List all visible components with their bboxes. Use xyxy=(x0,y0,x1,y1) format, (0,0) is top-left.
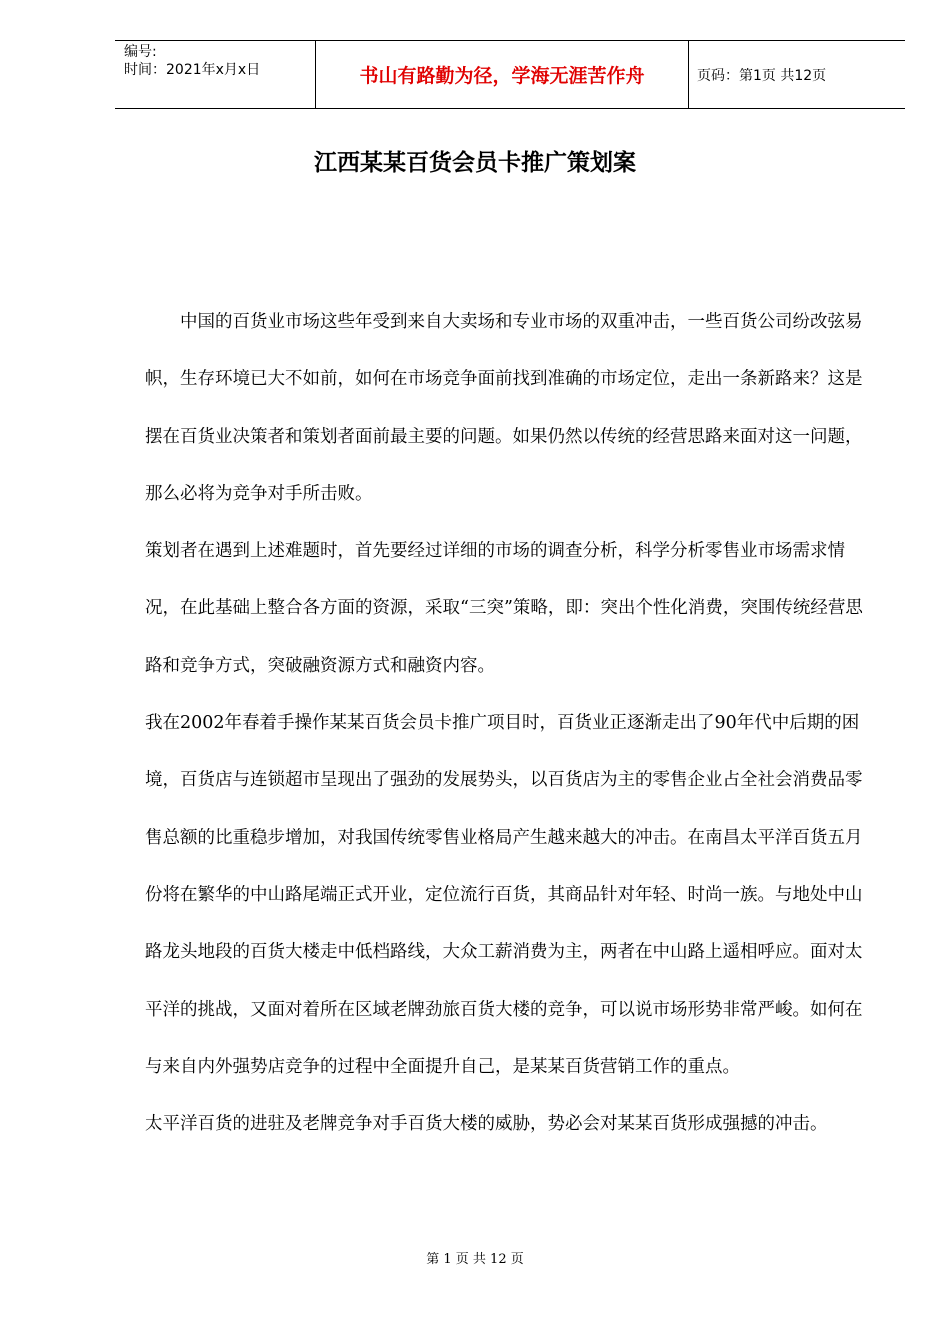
paragraph-3: 我在2002年春着手操作某某百货会员卡推广项目时，百货业正逐渐走出了90年代中后期的困境，百货店与连锁超市呈现出了强劲的发展势头，以百货店为主的零售企业占全社会消费品零售总额的比重稳步增加，对我国传统零售业格局产生越来越大的冲击。在南昌太平洋百货五月份将在繁华的中山路尾端正式开业，定位流行百货，其商品针对年轻、时尚一族。与地处中山路龙头地段的百货大楼走中低档路线，大众工薪消费为主，两者在中山路上遥相呼应。面对太平洋的挑战，又面对着所在区域老牌劲旅百货大楼的竞争，可以说市场形势非常严峻。如何在与来自内外强势店竞争的过程中全面提升自己，是某某百货营销工作的重点。 xyxy=(145,713,863,1077)
header-page-cell xyxy=(689,41,905,108)
document-title: 江西某某百货会员卡推广策划案 xyxy=(314,149,636,176)
header-meta-cell xyxy=(115,41,316,108)
motto-text: 书山有路勤为径，学海无涯苦作舟 xyxy=(359,65,645,87)
number-label: 编号: xyxy=(124,44,157,60)
page-footer: 第 1 页 共 12 页 xyxy=(426,1252,524,1267)
page-header xyxy=(115,40,905,109)
paragraph-4: 太平洋百货的进驻及老牌竞争对手百货大楼的威胁，势必会对某某百货形成强撼的冲击。 xyxy=(145,1114,828,1135)
paragraph-1: 中国的百货业市场这些年受到来自大卖场和专业市场的双重冲击，一些百货公司纷改弦易帜，生存环境已大不如前，如何在市场竞争面前找到准确的市场定位，走出一条新路来？这是摆在百货业决策者和策划者面前最主要的问题。如果仍然以传统的经营思路来面对这一问题，那么必将为竞争对手所击败。 xyxy=(145,312,863,504)
header-motto-cell xyxy=(316,41,689,108)
document-body xyxy=(145,294,877,1153)
time-label: 时间：2021年x月x日 xyxy=(124,62,261,78)
paragraph-2: 策划者在遇到上述难题时，首先要经过详细的市场的调查分析，科学分析零售业市场需求情况，在此基础上整合各方面的资源，采取“三突”策略，即：突出个性化消费，突围传统经营思路和竞争方式，突破融资源方式和融资内容。 xyxy=(145,541,863,676)
page-info: 页码：第1页 共12页 xyxy=(697,67,827,84)
